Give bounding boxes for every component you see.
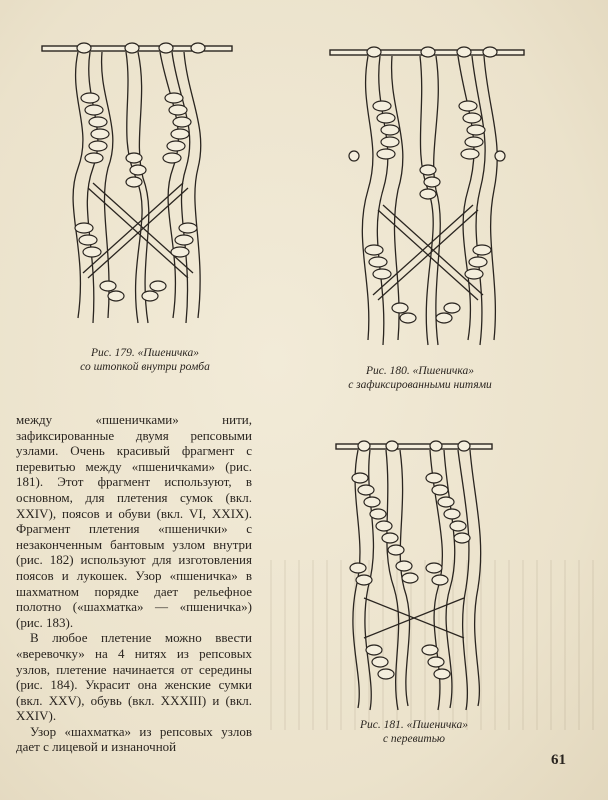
paragraph-2: В любое плетение можно ввести «веревочку» на 4 нитях из репсовых узлов, плетение начинается от середины (рис. 184). Украсит она женские сумки (вкл. XXV), обувь (вкл. XXXIII) и (вкл. XXIV). bbox=[16, 630, 252, 724]
figure-180-caption bbox=[330, 364, 510, 392]
macrame-wheat-pattern-180 bbox=[328, 40, 528, 350]
paragraph-3: Узор «шахматка» из репсовых узлов дает с лицевой и изнаночной bbox=[16, 723, 252, 755]
caption-subtitle: с зафиксированными нитями bbox=[348, 379, 492, 391]
page-number: 61 bbox=[551, 752, 566, 768]
caption-title: Рис. 181. «Пшеничка» bbox=[359, 719, 468, 731]
caption-title: Рис. 180. «Пшеничка» bbox=[365, 365, 474, 377]
figure-179-illustration bbox=[38, 38, 238, 328]
figure-181-caption bbox=[334, 718, 494, 746]
figure-181-illustration bbox=[334, 438, 494, 713]
macrame-wheat-pattern-179 bbox=[38, 38, 238, 328]
figure-179-caption bbox=[70, 346, 220, 374]
paragraph-1: между «пшеничками» нити, зафиксированные двумя репсовыми узлами. Очень красивый фрагмент с перевитью между «пшеничками» (рис. 181). Этот фрагмент используют, в основном, для плетения сумок (вкл. XXIV), поясов и обуви (вкл. VI, XXIX). Фрагмент плетения «пшенички» с незаконченным бантовым узлом внутри (рис. 182) используют для изготовления поясов и лукошек. Узор «пшеничка» в шахматном порядке дает рельефное полотно («шахматка» — «пшеничка») (рис. 183). bbox=[16, 412, 252, 630]
body-text-column bbox=[16, 412, 252, 755]
macrame-wheat-pattern-181 bbox=[334, 438, 494, 713]
caption-title: Рис. 179. «Пшеничка» bbox=[90, 347, 199, 359]
caption-subtitle: со штопкой внутри ромба bbox=[80, 361, 210, 373]
caption-subtitle: с перевитью bbox=[382, 733, 446, 745]
figure-180-illustration bbox=[328, 40, 528, 350]
